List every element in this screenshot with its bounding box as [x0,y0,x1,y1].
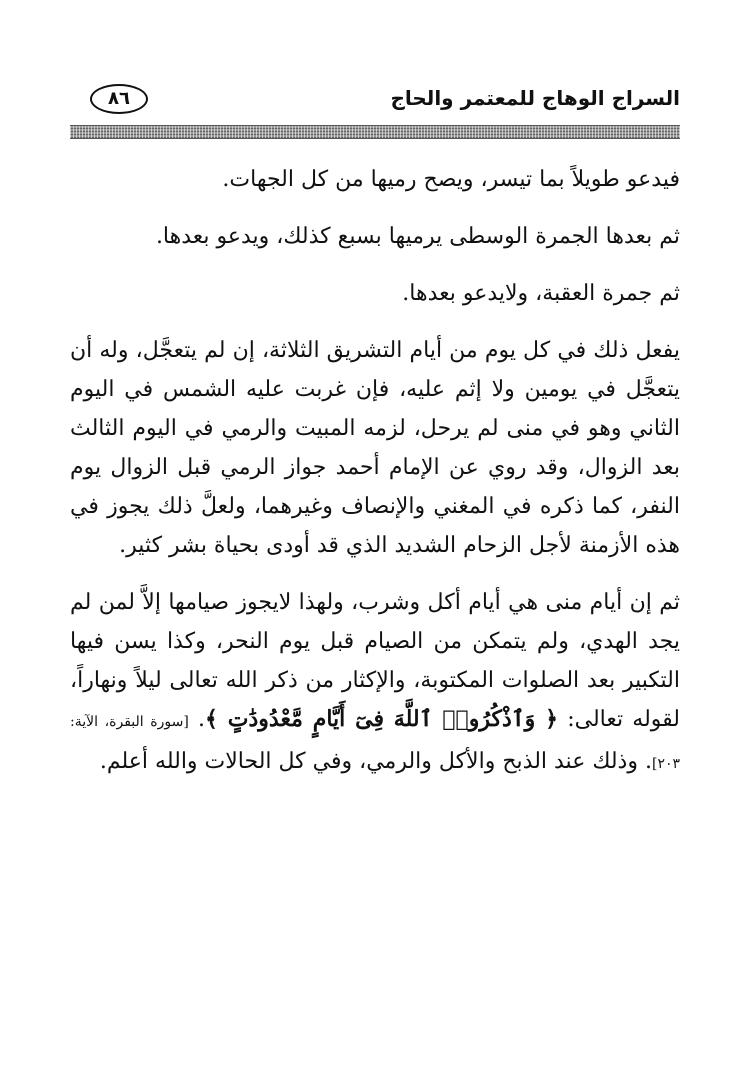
verse-reference: [سورة البقرة، الآية: ٢٠٣] [70,714,680,772]
header-rule [70,125,680,139]
paragraph-3: ثم جمرة العقبة، ولايدعو بعدها. [402,281,680,306]
page-number: ٨٦ [90,84,148,114]
body-text [70,160,680,784]
page-header [70,84,680,120]
paragraph-2: ثم بعدها الجمرة الوسطى يرميها بسبع كذلك، ويدعو بعدها. [155,224,680,249]
paragraph-5 [70,583,680,784]
paragraph-1: فيدعو طويلاً بما تيسر، ويصح رميها من كل الجهات. [222,167,680,192]
paragraph-5-outro: . وذلك عند الذبح والأكل والرمي، وفي كل الحالات والله أعلم. [99,749,652,774]
quran-verse: ﴿ وَٱذْكُرُوا۟ ٱللَّهَ فِىٓ أَيَّامٍ مَّعْدُودَٰتٍ ﴾ [205,706,559,732]
running-title: السراج الوهاج للمعتمر والحاج [390,86,680,110]
paragraph-5-intro: ثم إن أيام منى هي أيام أكل وشرب، ولهذا لايجوز صيامها إلاَّ لمن لم يجد الهدي، ولم يتمكن من الصيام قبل يوم النحر، وكذا يسن فيها التكبير بعد الصلوات المكتوبة، والإكثار من ذكر الله تعالى ليلاً ونهاراً، لقوله تعالى: [70,590,680,732]
verse-dot: . [198,707,206,732]
paragraph-4: يفعل ذلك في كل يوم من أيام التشريق الثلاثة، إن لم يتعجَّل، وله أن يتعجَّل في يومين ولا إثم عليه، فإن غربت عليه الشمس في اليوم الثاني وهو في منى لم يرحل، لزمه المبيت والرمي في اليوم الثالث بعد الزوال، وقد روي عن الإمام أحمد جواز الرمي قبل الزوال يوم النفر، كما ذكره في المغني والإنصاف وغيرهما، ولعلَّ ذلك يجوز في هذه الأزمنة لأجل الزحام الشديد الذي قد أودى بحياة بشر كثير. [70,338,680,558]
